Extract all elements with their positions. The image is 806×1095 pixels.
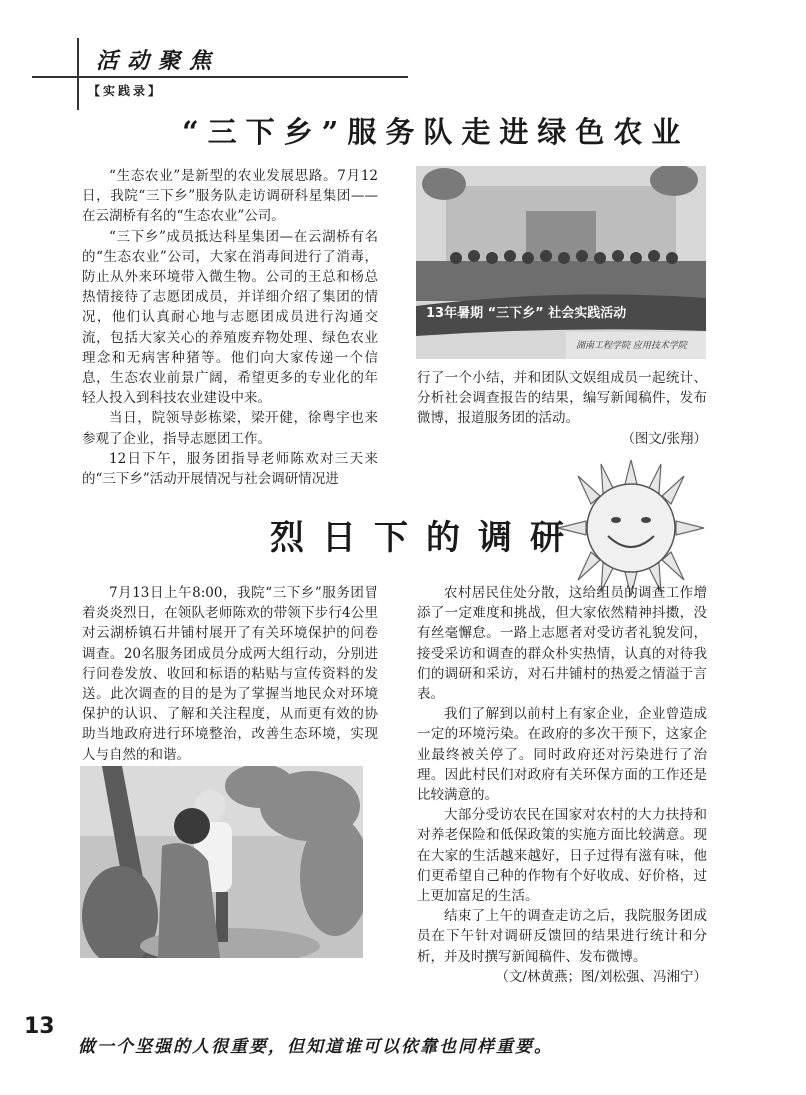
- article2-field-photo: [80, 766, 363, 958]
- article2-column-left: [82, 583, 378, 765]
- article1-column-left: [82, 166, 378, 489]
- article2-credit: （文/林黄燕；图/刘松强、冯湘宁）: [495, 968, 707, 985]
- article2-headline: 烈日下的调研: [270, 518, 582, 558]
- article1-credit: （图文/张翔）: [621, 430, 707, 447]
- article1-paragraph: 12日下午，服务团指导老师陈欢对三天来的“三下乡”活动开展情况与社会调研情况进: [82, 450, 378, 488]
- article1-paragraph: “三下乡”成员抵达科星集团—在云湖桥有名的“生态农业”公司，大家在消毒间进行了消毒，防止从外来环境带入微生物。公司的王总和杨总热情接待了志愿团成员，并详细介绍了集团的情况，他们认真耐心地与志愿团成员进行沟通交流，包括大家关心的养殖废弃物处理、绿色农业理念和无病害种猪等。他们向大家传递一个信息，生态农业前景广阔，希望更多的专业化的年轻人投入到科技农业建设中来。: [82, 228, 378, 407]
- article1-group-photo: [416, 166, 706, 359]
- article2-paragraph: 我们了解到以前村上有家企业，企业曾造成一定的环境污染。在政府的多次干预下，这家企业最终被关停了。同时政府还对污染进行了治理。因此村民们对政府有关环保方面的工作还是比较满意的。: [417, 706, 707, 804]
- section-tag: 【实践录】: [88, 84, 164, 98]
- article1-headline: “三下乡”服务队走进绿色农业: [182, 115, 690, 149]
- article2-paragraph: 结束了上午的调查走访之后，我院服务团成员在下午针对调研反馈回的结果进行统计和分析，并及时撰写新闻稿件、发布微博。: [417, 908, 707, 965]
- header-horizontal-rule: [32, 76, 408, 78]
- header-vertical-rule: [77, 38, 79, 110]
- article1-continuation: 行了一个小结，并和团队文娱组成员一起统计、分析社会调查报告的结果，编写新闻稿件，发布微博，报道服务团的活动。: [417, 370, 707, 427]
- article2-paragraph: 大部分受访农民在国家对农村的大力扶持和对养老保险和低保政策的实施方面比较满意。现在大家的生活越来越好，日子过得有滋有味，他们更希望自己种的作物有个好收成、好价格，过上更加富足的生活。: [417, 807, 707, 905]
- footer-quote: 做一个坚强的人很重要，但知道谁可以依靠也同样重要。: [78, 1037, 553, 1057]
- article2-paragraph: 7月13日上午8:00，我院“三下乡”服务团冒着炎炎烈日，在领队老师陈欢的带领下步行4公里对云湖桥镇石井铺村展开了有关环境保护的问卷调查。20名服务团成员分成两大组行动，分别进行问卷发放、收回和标语的粘贴与宣传资料的发送。此次调查的目的是为了掌握当地民众对环境保护的认识、了解和关注程度，从而更有效的协助当地政府进行环境整治，改善生态环境，实现人与自然的和谐。: [82, 585, 378, 763]
- photo-banner-text: 13年暑期 “三下乡” 社会实践活动: [426, 306, 627, 321]
- article2-paragraph: 农村居民住处分散，这给组员的调查工作增添了一定难度和挑战，但大家依然精神抖擞，没有丝毫懈怠。一路上志愿者对受访者礼貌发问，接受采访和调查的群众朴实热情，认真的对待我们的调研和采访，对石井铺村的热爱之情溢于言表。: [417, 585, 707, 703]
- article1-column-right: [417, 368, 707, 449]
- article1-paragraph: “生态农业”是新型的农业发展思路。7月12日，我院“三下乡”服务队走访调研科星集团——在云湖桥有名的“生态农业”公司。: [82, 168, 378, 225]
- page-number: 13: [24, 1014, 55, 1039]
- article2-column-right: [417, 583, 707, 987]
- photo-watermark: 湖南工程学院 应用技术学院: [576, 341, 687, 351]
- article1-paragraph: 当日，院领导彭栋梁，梁开健，徐粤宇也来参观了企业，指导志愿团工作。: [82, 410, 378, 447]
- section-title: 活动聚焦: [96, 48, 221, 74]
